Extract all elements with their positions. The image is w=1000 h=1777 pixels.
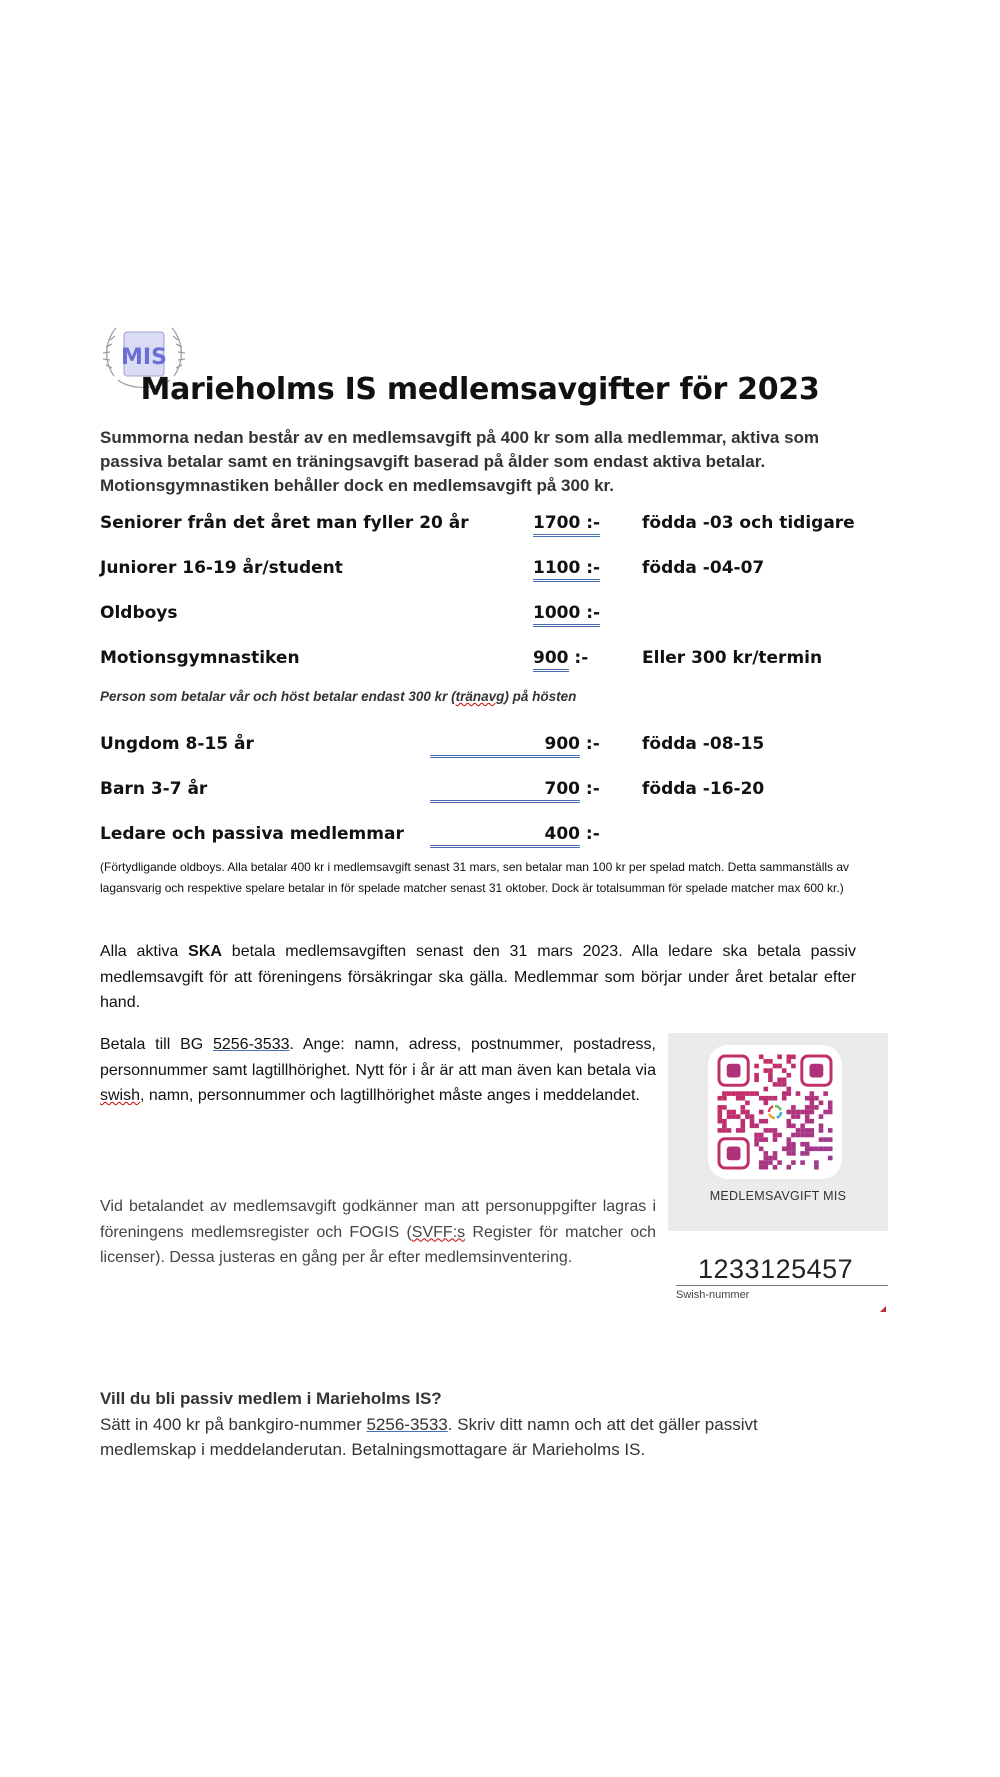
qr-module [745,1110,750,1115]
qr-module [722,1105,727,1110]
qr-module [787,1137,792,1142]
qr-module [773,1064,778,1069]
qr-module [718,1128,723,1133]
qr-module [718,1096,723,1101]
qr-module [814,1160,819,1165]
qr-module [777,1055,782,1060]
qr-module [791,1142,796,1147]
swish-logo-arc [777,1112,781,1118]
qr-module [764,1128,769,1133]
qr-module [745,1114,750,1119]
fee-amount: 700 [430,779,580,803]
qr-module [800,1142,805,1147]
qr-module [718,1119,723,1124]
qr-module [810,1110,815,1115]
fee-note: födda -16-20 [642,779,765,799]
fee-name: Seniorer från det året man fyller 20 år [100,513,469,533]
qr-module [791,1160,796,1165]
qr-module [741,1119,746,1124]
qr-module [768,1160,773,1165]
qr-module [777,1133,782,1138]
fee-amount: 900 [430,734,580,758]
qr-module [741,1128,746,1133]
qr-module [750,1124,755,1129]
qr-module [828,1137,833,1142]
qr-module [722,1119,727,1124]
qr-module [759,1147,764,1152]
qr-module [754,1091,759,1096]
qr-module [754,1064,759,1069]
qr-module [773,1156,778,1161]
qr-module [777,1078,782,1083]
fee-name: Juniorer 16-19 år/student [100,558,343,578]
qr-module [764,1059,769,1064]
fee-note: födda -08-15 [642,734,765,754]
qr-module [722,1091,727,1096]
qr-module [787,1165,792,1170]
qr-module [828,1147,833,1152]
qr-module [791,1133,796,1138]
qr-module [759,1055,764,1060]
qr-module [722,1124,727,1129]
qr-module [814,1105,819,1110]
qr-module [823,1110,828,1115]
qr-module [791,1064,796,1069]
clarification-text: (Förtydligande oldboys. Alla betalar 400 kr i medlemsavgift senast 31 mars, sen betalar man 100 kr per spelad match. Detta sammanställs av lagansvarig och respektive spelare betalar in för spelade matcher senast 31 oktober. Dock är totalsumman för spelade matcher max 600 kr.) [100,860,850,895]
qr-module [787,1059,792,1064]
qr-module [750,1114,755,1119]
qr-module [787,1147,792,1152]
qr-module [782,1147,787,1152]
qr-module [727,1110,732,1115]
qr-module [741,1096,746,1101]
intro-text: Summorna nedan består av en medlemsavgift på 400 kr som alla medlemmar, aktiva som passiva betalar samt en träningsavgift baserad på ålder som endast aktiva betalar. Motionsgymnastiken behåller dock en medlemsavgift på 300 kr. [100,428,820,495]
qr-module [741,1105,746,1110]
qr-module [787,1142,792,1147]
qr-module [777,1160,782,1165]
qr-module [764,1156,769,1161]
qr-module [810,1096,815,1101]
qr-module [768,1068,773,1073]
qr-module [773,1151,778,1156]
qr-module [787,1055,792,1060]
qr-module [819,1128,824,1133]
qr-module [768,1096,773,1101]
qr-module [764,1151,769,1156]
qr-finder-center [810,1064,824,1078]
qr-module [796,1114,801,1119]
qr-module [764,1096,769,1101]
qr-module [796,1128,801,1133]
qr-module [805,1114,810,1119]
qr-module [810,1091,815,1096]
qr-module [745,1091,750,1096]
qr-module [741,1110,746,1115]
qr-module [810,1133,815,1138]
qr-module [773,1082,778,1087]
qr-module [823,1137,828,1142]
qr-module [718,1105,723,1110]
qr-module [810,1119,815,1124]
qr-code [708,1045,842,1179]
qr-module [787,1110,792,1115]
qr-module [800,1151,805,1156]
italic-note: Person som betalar vår och höst betalar endast 300 kr (tränavg) på hösten [100,689,577,704]
fee-name: Motionsgymnastiken [100,648,300,668]
fee-name: Ledare och passiva medlemmar [100,824,404,844]
swish-qr-card [668,1033,888,1231]
qr-module [722,1128,727,1133]
qr-finder-center [727,1147,741,1161]
qr-module [828,1128,833,1133]
qr-module [764,1087,769,1092]
qr-module [727,1128,732,1133]
qr-module [764,1101,769,1106]
qr-module [754,1078,759,1083]
qr-module [828,1156,833,1161]
qr-module [754,1124,759,1129]
qr-module [791,1105,796,1110]
qr-module [800,1110,805,1115]
fee-amount: 1100 [533,558,580,582]
qr-module [823,1147,828,1152]
fee-amount: 1000 [533,603,580,627]
qr-module [759,1137,764,1142]
fee-name: Ungdom 8-15 år [100,734,254,754]
qr-module [791,1055,796,1060]
passive-text: Sätt in 400 kr på bankgiro-nummer 5256-3533. Skriv ditt namn och att det gäller passivt medlemskap i meddelanderutan. Betalningsmottagare är Marieholms IS. [100,1415,758,1459]
qr-module [736,1091,741,1096]
qr-module [791,1114,796,1119]
qr-module [805,1142,810,1147]
qr-module [819,1124,824,1129]
fee-note: Eller 300 kr/termin [642,648,823,668]
qr-module [796,1091,801,1096]
qr-module [750,1119,755,1124]
bankgiro-number: 5256-3533 [212,1036,290,1053]
qr-module [768,1156,773,1161]
qr-module [736,1096,741,1101]
qr-module [764,1137,769,1142]
qr-module [805,1151,810,1156]
qr-module [768,1073,773,1078]
qr-module [736,1114,741,1119]
qr-module [805,1105,810,1110]
qr-module [828,1110,833,1115]
qr-module [814,1165,819,1170]
qr-module [773,1096,778,1101]
swish-logo-arc [769,1114,775,1118]
qr-module [787,1091,792,1096]
qr-module [777,1082,782,1087]
qr-module [791,1110,796,1115]
swish-caption: Swish-nummer [676,1289,750,1301]
qr-module [764,1068,769,1073]
qr-module [814,1147,819,1152]
qr-module [791,1147,796,1152]
qr-module [782,1082,787,1087]
qr-module [791,1151,796,1156]
qr-module [787,1124,792,1129]
corner-marker [880,1306,886,1312]
qr-module [759,1160,764,1165]
qr-module [823,1091,828,1096]
qr-module [787,1073,792,1078]
fee-row: Juniorer 16-19 år/student 1100 :- födda -04-07 [100,558,880,584]
qr-module [800,1160,805,1165]
qr-module [718,1110,723,1115]
qr-module [768,1128,773,1133]
qr-module [796,1133,801,1138]
qr-module [727,1114,732,1119]
qr-label: MEDLEMSAVGIFT MIS [709,1189,847,1203]
qr-module [800,1124,805,1129]
swish-logo-arc [775,1106,781,1110]
qr-module [819,1147,824,1152]
qr-module [759,1133,764,1138]
qr-finder-center [727,1064,741,1078]
qr-module [819,1114,824,1119]
qr-module [777,1064,782,1069]
fee-amount: 1700 [533,513,580,537]
fee-row: Motionsgymnastiken 900 :- Eller 300 kr/termin [100,648,880,674]
qr-module [727,1091,732,1096]
qr-module [810,1128,815,1133]
qr-module [773,1128,778,1133]
qr-module [819,1101,824,1106]
passive-heading: Vill du bli passiv medlem i Marieholms IS? [100,1389,442,1408]
bankgiro-number: 5256-3533 [366,1415,448,1434]
fee-row: Oldboys 1000 :- [100,603,880,629]
qr-module [759,1110,764,1115]
fee-note: födda -04-07 [642,558,765,578]
swish-logo-arc [769,1106,773,1112]
qr-module [805,1119,810,1124]
gdpr-text: Vid betalandet av medlemsavgift godkänner man att personuppgifter lagras i föreningens medlemsregister och FOGIS (SVFF:s Register för matcher och licenser). Dessa justeras en gång per år efter medlemsinventering. [100,1198,656,1266]
qr-module [731,1114,736,1119]
fee-amount: 400 [430,824,580,848]
fee-amount: 900 [533,648,569,672]
qr-module [768,1059,773,1064]
swish-number: 1233125457 [698,1254,854,1284]
qr-module [828,1105,833,1110]
payment-instructions-text: Betala till BG 5256-3533. Ange: namn, adress, postnummer, postadress, personnummer samt lagtillhörighet. Nytt för i år är att man även kan betala via swish, namn, personnummer och lagtillhörighet måste anges i meddelandet. [100,1036,656,1104]
fee-name: Barn 3-7 år [100,779,208,799]
qr-module [782,1068,787,1073]
qr-module [810,1105,815,1110]
qr-module [754,1073,759,1078]
qr-module [805,1096,810,1101]
qr-module [787,1119,792,1124]
qr-module [800,1128,805,1133]
qr-module [805,1110,810,1115]
qr-module [796,1110,801,1115]
qr-module [759,1165,764,1170]
qr-module [759,1096,764,1101]
fee-note: födda -03 och tidigare [642,513,855,533]
qr-module [754,1133,759,1138]
qr-module [768,1078,773,1083]
fee-row: Ledare och passiva medlemmar 400 :- [100,824,880,850]
qr-module [787,1087,792,1092]
qr-module [810,1101,815,1106]
qr-module [800,1133,805,1138]
qr-module [810,1147,815,1152]
qr-module [782,1078,787,1083]
qr-module [759,1119,764,1124]
qr-module [741,1124,746,1129]
qr-module [731,1110,736,1115]
qr-module [764,1119,769,1124]
qr-module [718,1114,723,1119]
qr-module [787,1151,792,1156]
logo-text: MIS [121,345,167,370]
qr-module [736,1128,741,1133]
page-title: Marieholms IS medlemsavgifter för 2023 [140,372,820,407]
qr-module [782,1096,787,1101]
swish-divider [676,1285,888,1286]
qr-module [750,1091,755,1096]
qr-module [764,1165,769,1170]
payment-deadline-text: Alla aktiva SKA betala medlemsavgiften senast den 31 mars 2023. Alla ledare ska betala passiv medlemsavgift för att föreningens försäkringar ska gälla. Medlemmar som börjar under året betalar efter hand. [100,943,856,1011]
qr-module [782,1091,787,1096]
qr-module [773,1133,778,1138]
qr-module [805,1128,810,1133]
qr-module [791,1124,796,1129]
qr-module [773,1137,778,1142]
qr-module [754,1137,759,1142]
qr-module [828,1101,833,1106]
qr-module [773,1165,778,1170]
qr-module [764,1160,769,1165]
qr-module [722,1096,727,1101]
qr-module [819,1137,824,1142]
qr-module [814,1096,819,1101]
qr-module [805,1133,810,1138]
qr-code-graphic [708,1045,842,1179]
fee-row: Ungdom 8-15 år 900 :- födda -08-15 [100,734,880,760]
fee-name: Oldboys [100,603,178,623]
qr-module [741,1091,746,1096]
qr-module [745,1101,750,1106]
qr-module [805,1147,810,1152]
fee-row: Barn 3-7 år 700 :- födda -16-20 [100,779,880,805]
fee-row: Seniorer från det året man fyller 20 år 1700 :- födda -03 och tidigare [100,513,880,539]
qr-module [754,1142,759,1147]
qr-module [731,1091,736,1096]
